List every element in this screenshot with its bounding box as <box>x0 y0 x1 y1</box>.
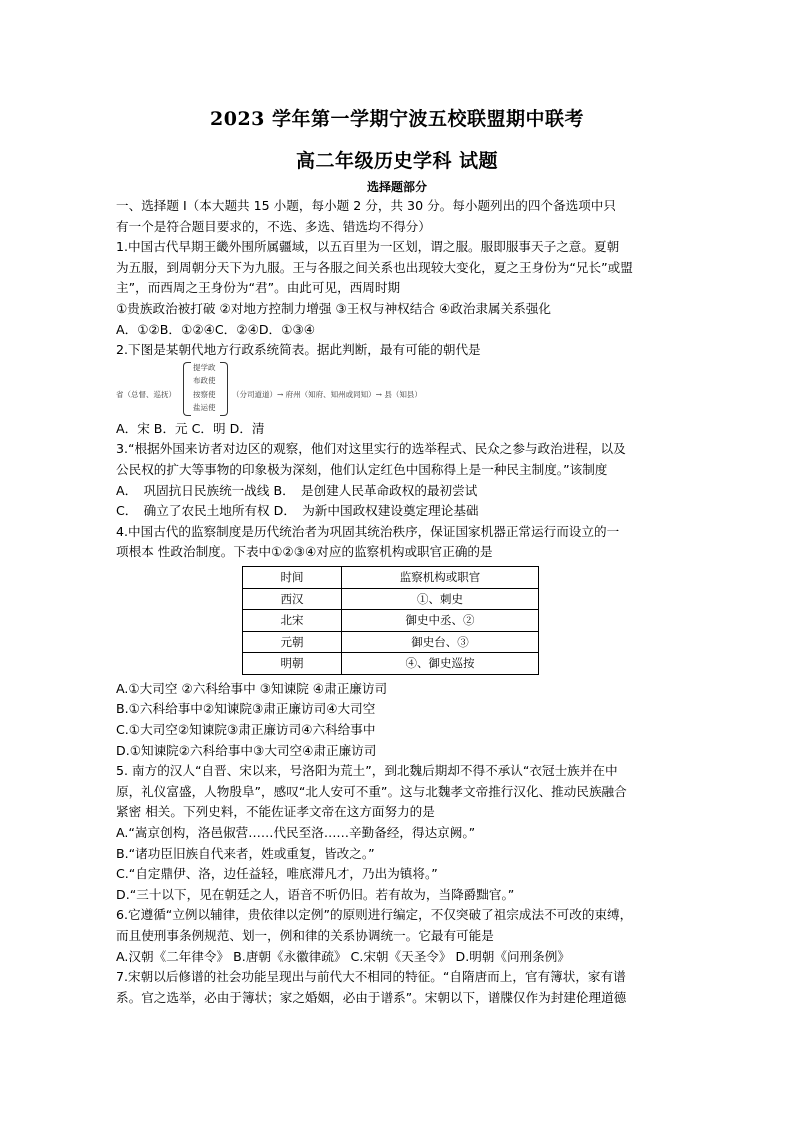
question-4-option: B.①六科给事中②知谏院③肃正廉访司④大司空 <box>116 701 376 717</box>
supervision-table <box>242 566 539 675</box>
section-heading: 选择题部分 <box>366 180 427 194</box>
diagram-hierarchy: （分司道道）→ 府州（知府、知州或同知）→ 县（知县） <box>232 389 422 399</box>
diagram-office: 盐运使 <box>193 403 216 413</box>
diagram-bracket-right <box>220 362 228 416</box>
question-3-options: A． 巩固抗日民族统一战线 B． 是创建人民革命政权的最初尝试 <box>116 482 478 498</box>
table-cell: 御史中丞、② <box>342 610 539 632</box>
question-1-statements: ①贵族政治被打破 ②对地方控制力增强 ③王权与神权结合 ④政治隶属关系强化 <box>116 300 551 316</box>
question-6-stem: 6.它遵循“立例以辅律，贵依律以定例”的原则进行编定，不仅突破了祖宗成法不可改的束缚， <box>116 907 633 923</box>
table-header-row <box>243 566 539 588</box>
question-5-option: B.“诸功臣旧族自代来者，姓或重复，皆改之。” <box>116 845 375 861</box>
question-5-stem: 原，礼仪富盛，人物殷阜”，感叹“北人安可不重”。这与北魏孝文帝推行汉化、推动民族融合 <box>116 783 627 799</box>
question-1-stem: 为五服，到周朝分天下为九服。王与各服之间关系也出现较大变化，夏之王身份为“兄长”或盟 <box>116 259 633 275</box>
question-3-stem: 3.“根据外国来访者对边区的观察，他们对这里实行的选举程式、民众之参与政治进程，以及 <box>116 441 626 457</box>
question-4-stem: 4.中国古代的监察制度是历代统治者为巩固其统治秩序，保证国家机器正常运行而设立的一 <box>116 523 620 539</box>
question-4-stem: 项根本 性政治制度。下表中①②③④对应的监察机构或职官正确的是 <box>116 544 493 560</box>
table-header-cell: 时间 <box>243 566 342 588</box>
diagram-bracket-left <box>183 362 191 416</box>
question-3-options: C． 确立了农民土地所有权 D． 为新中国政权建设奠定理论基础 <box>116 503 479 519</box>
question-5-stem: 紧密 相关。下列史料，不能佐证孝文帝在这方面努力的是 <box>116 804 435 820</box>
intro-line: 一、选择题 I（本大题共 15 小题，每小题 2 分，共 30 分。每小题列出的四个备选项中只 <box>116 198 616 213</box>
table-cell: 北宋 <box>243 610 342 632</box>
question-5-option: D.“三十以下，见在朝廷之人，语音不听仍旧。若有故为，当降爵黜官。” <box>116 886 515 902</box>
diagram-office: 提学政 <box>193 362 216 372</box>
exam-subtitle: 高二年级历史学科 试题 <box>295 150 499 172</box>
table-cell: ④、御史巡按 <box>342 653 539 675</box>
question-5-stem: 5. 南方的汉人“自晋、宋以来，号洛阳为荒土”，到北魏后期却不得不承认“衣冠士族并在中 <box>116 763 618 779</box>
question-1-options: A．①②B．①②④C．②④D．①③④ <box>116 321 316 337</box>
question-4-option: D.①知谏院②六科给事中③大司空④肃正廉访司 <box>116 742 377 758</box>
table-row <box>243 653 539 675</box>
table-row <box>243 588 539 610</box>
table-header-cell: 监察机构或职官 <box>342 566 539 588</box>
intro-line: 有一个是符合题目要求的，不选、多选、错选均不得分） <box>116 218 431 234</box>
question-6-stem: 而且使刑事条例规范、划一，例和律的关系协调统一。它最有可能是 <box>116 928 494 943</box>
table-cell: 御史台、③ <box>342 631 539 653</box>
question-5-option: C.“自定鼎伊、洛，边任益轻，唯底滞凡才，乃出为镇将。” <box>116 866 438 882</box>
table-cell: 西汉 <box>243 588 342 610</box>
question-4-option: C.①大司空②知谏院③肃正廉访司④六科给事中 <box>116 722 376 738</box>
exam-title: 2023 学年第一学期宁波五校联盟期中联考 <box>210 108 584 130</box>
table-row <box>243 610 539 632</box>
exam-body <box>116 196 682 1008</box>
question-2-stem: 2.下图是某朝代地方行政系统简表。据此判断，最有可能的朝代是 <box>116 342 481 358</box>
table-cell: 元朝 <box>243 631 342 653</box>
diagram-office: 布政使 <box>193 376 216 386</box>
question-6-options: A.汉朝《二年律令》 B.唐朝《永徽律疏》 C.宋朝《天圣令》 D.明朝《问刑条例》 <box>116 948 570 964</box>
question-4-option: A.①大司空 ②六科给事中 ③知谏院 ④肃正廉访司 <box>116 680 388 696</box>
question-7-stem: 7.宋朝以后修谱的社会功能呈现出与前代大不相同的特征。“自隋唐而上，官有簿状，家有谱 <box>116 969 626 985</box>
admin-system-diagram <box>116 361 682 419</box>
question-7-stem: 系。官之选举，必由于簿状；家之婚姻，必由于谱系”。宋朝以下，谱牒仅作为封建伦理道德 <box>116 989 627 1005</box>
question-3-stem: 公民权的扩大等事物的印象极为深刻，他们认定红色中国称得上是一种民主制度。”该制度 <box>116 461 608 477</box>
question-1-stem: 主”，而西周之王身份为“君”。由此可见，西周时期 <box>116 280 401 296</box>
table-cell: 明朝 <box>243 653 342 675</box>
question-1-stem: 1.中国古代早期王畿外围所属疆域，以五百里为一区划，谓之服。服即服事天子之意。夏朝 <box>116 239 620 255</box>
question-2-options: A．宋 B．元 C．明 D．清 <box>116 420 265 436</box>
diagram-offices <box>193 361 216 415</box>
question-5-option: A.“嵩京创构，洛邑俶营……代民至洛……辛勤备经，得达京阙。” <box>116 825 476 841</box>
table-cell: ①、刺史 <box>342 588 539 610</box>
diagram-province: 省（总督、巡抚） <box>116 389 176 399</box>
diagram-office: 按察使 <box>193 389 216 399</box>
table-row <box>243 631 539 653</box>
